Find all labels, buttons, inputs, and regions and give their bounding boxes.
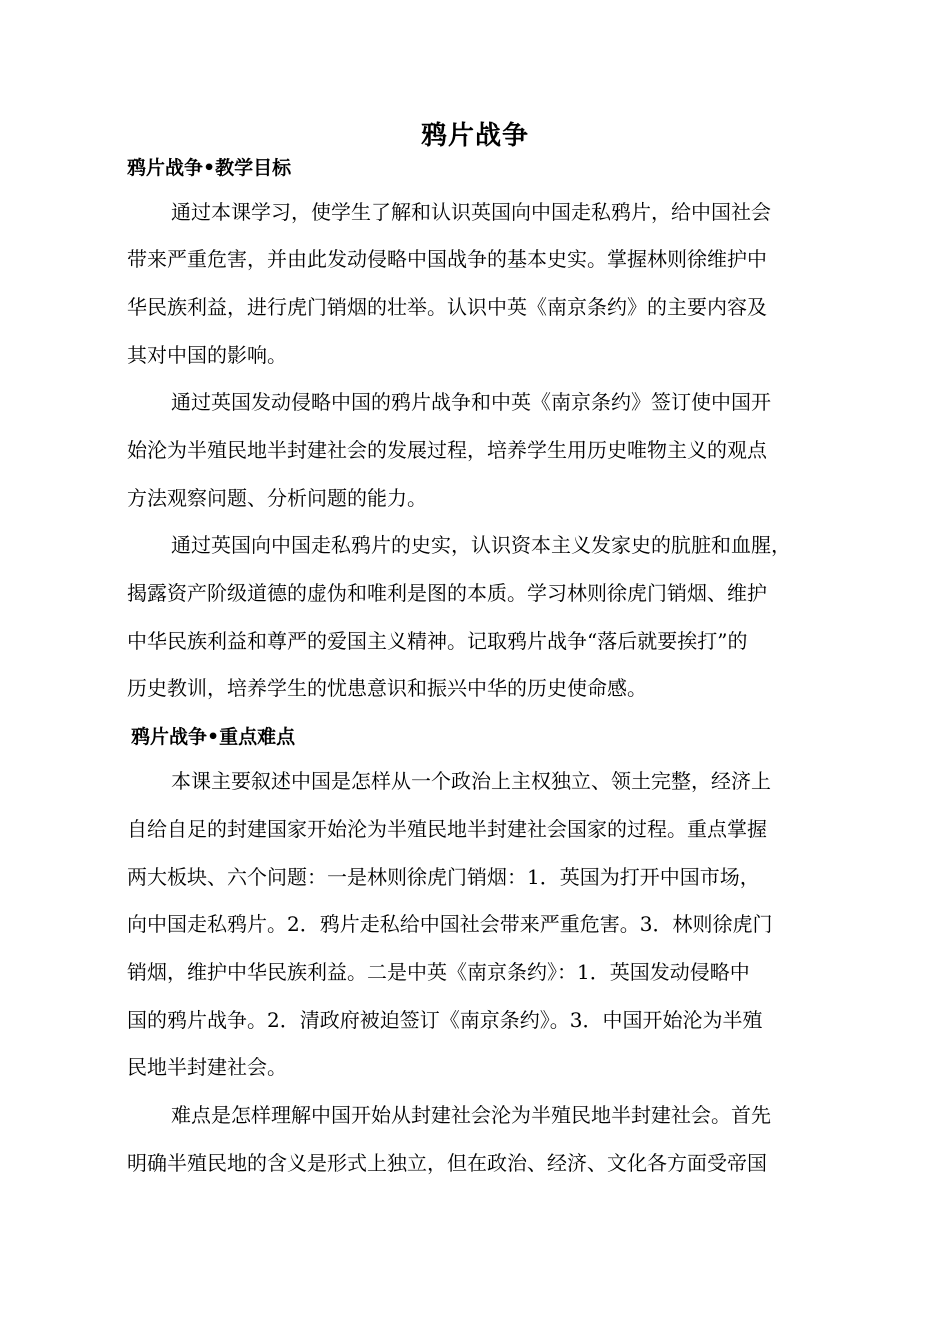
paragraph-line: 揭露资产阶级道德的虚伪和唯利是图的本质。学习林则徐虎门销烟、维护 [127,581,767,605]
paragraph-line: 华民族利益，进行虎门销烟的壮举。认识中英《南京条约》的主要内容及 [127,295,767,319]
paragraph-line: 本课主要叙述中国是怎样从一个政治上主权独立、领土完整，经济上 [171,769,771,793]
paragraph-line: 其对中国的影响。 [127,343,287,367]
paragraph-line: 两大板块、六个问题：一是林则徐虎门销烟：1．英国为打开中国市场， [127,865,760,889]
paragraph-line: 历史教训，培养学生的忧患意识和振兴中华的历史使命感。 [127,676,647,700]
paragraph-line: 向中国走私鸦片。2．鸦片走私给中国社会带来严重危害。3．林则徐虎门 [127,912,773,936]
paragraph-line: 方法观察问题、分析问题的能力。 [127,486,427,510]
section-heading-teaching-goals: 鸦片战争•教学目标 [127,157,292,179]
paragraph-line: 销烟，维护中华民族利益。二是中英《南京条约》：1．英国发动侵略中 [127,960,750,984]
paragraph-line: 中华民族利益和尊严的爱国主义精神。记取鸦片战争“落后就要挨打”的 [127,629,748,653]
paragraph-line: 带来严重危害，并由此发动侵略中国战争的基本史实。掌握林则徐维护中 [127,247,767,271]
paragraph-line: 通过英国向中国走私鸦片的史实，认识资本主义发家史的肮脏和血腥， [171,533,791,557]
paragraph-line: 国的鸦片战争。2．清政府被迫签订《南京条约》。3．中国开始沦为半殖 [127,1008,763,1032]
section-heading-key-points: 鸦片战争•重点难点 [131,726,296,748]
paragraph-line: 民地半封建社会。 [127,1055,287,1079]
paragraph-line: 始沦为半殖民地半封建社会的发展过程，培养学生用历史唯物主义的观点 [127,438,767,462]
paragraph-line: 难点是怎样理解中国开始从封建社会沦为半殖民地半封建社会。首先 [171,1103,771,1127]
paragraph-line: 通过英国发动侵略中国的鸦片战争和中英《南京条约》签订使中国开 [171,390,771,414]
document-title: 鸦片战争 [420,121,529,151]
paragraph-line: 通过本课学习，使学生了解和认识英国向中国走私鸦片，给中国社会 [171,200,771,224]
paragraph-line: 明确半殖民地的含义是形式上独立，但在政治、经济、文化各方面受帝国 [127,1151,767,1175]
paragraph-line: 自给自足的封建国家开始沦为半殖民地半封建社会国家的过程。重点掌握 [127,817,767,841]
